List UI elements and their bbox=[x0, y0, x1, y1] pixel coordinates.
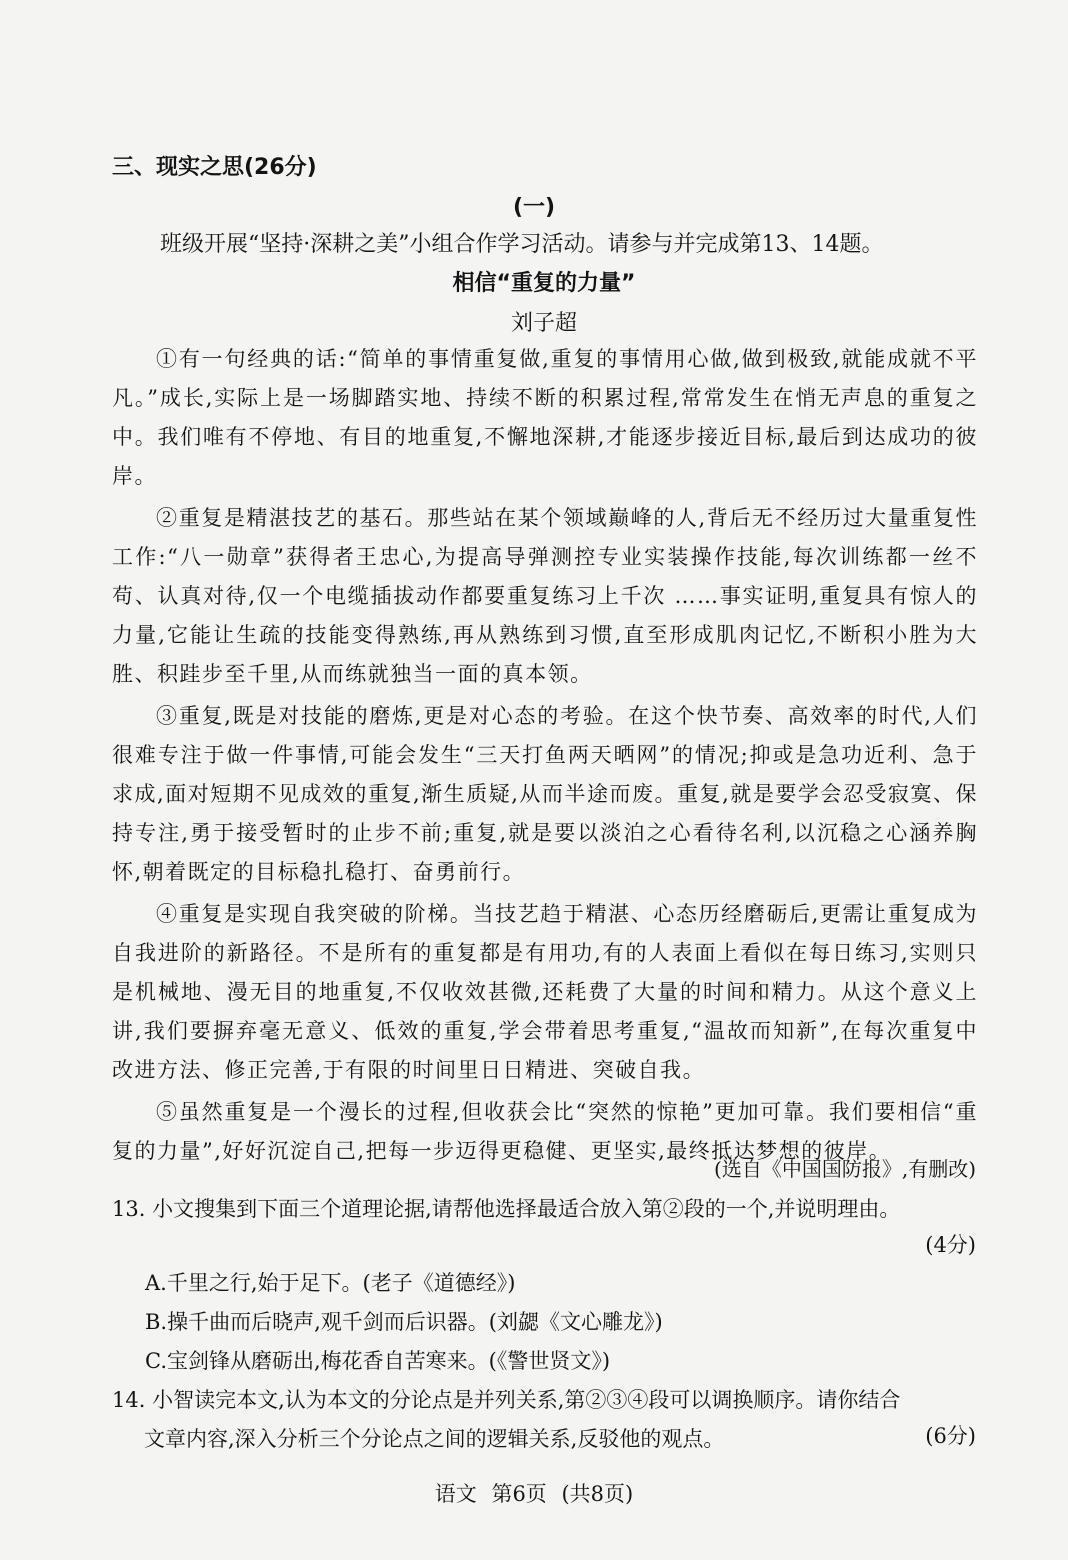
option-b: B.操千曲而后晓声,观千剑而后识器。(刘勰《文心雕龙》) bbox=[145, 1310, 663, 1334]
article-paragraph: ②重复是精湛技艺的基石。那些站在某个领域巅峰的人,背后无不经历过大量重复性工作:“八一勋章”获得者王忠心,为提高导弹测控专业实装操作技能,每次训练都一丝不苟、认真对待,仅一个电缆插拔动作都要重复练习上千次 ……事实证明,重复具有惊人的力量,它能让生疏的技能变得熟练,再从熟练到习惯,直至形成肌肉记忆,不断积小胜为大胜、积跬步至千里,从而练就独当一面的真本领。 bbox=[112, 506, 978, 686]
option-a: A.千里之行,始于足下。(老子《道德经》) bbox=[145, 1271, 516, 1295]
article-source: (选自《中国国防报》,有删改) bbox=[714, 1157, 976, 1181]
page-footer: 语文 第6页 (共8页) bbox=[434, 1482, 634, 1506]
option-c: C.宝剑锋从磨砺出,梅花香自苦寒来。(《警世贤文》) bbox=[145, 1349, 611, 1373]
question-13: 13. 小文搜集到下面三个道理论据,请帮他选择最适合放入第②段的一个,并说明理由。 bbox=[112, 1197, 901, 1221]
article-author: 刘子超 bbox=[510, 311, 577, 336]
question-14-line-1: 14. 小智读完本文,认为本文的分论点是并列关系,第②③④段可以调换顺序。请你结合 bbox=[112, 1388, 901, 1412]
article-paragraph: ③重复,既是对技能的磨炼,更是对心态的考验。在这个快节奏、高效率的时代,人们很难专注于做一件事情,可能会发生“三天打鱼两天晒网”的情况;抑或是急功近利、急于求成,面对短期不见成效的重复,渐生质疑,从而半途而废。重复,就是要学会忍受寂寞、保持专注,勇于接受暂时的止步不前;重复,就是要以淡泊之心看待名利,以沉稳之心涵养胸怀,朝着既定的目标稳扎稳打、奋勇前行。 bbox=[112, 704, 978, 884]
question-14 bbox=[112, 1381, 978, 1459]
activity-intro: 班级开展“坚持·深耕之美”小组合作学习活动。请参与并完成第13、14题。 bbox=[160, 232, 884, 257]
article-paragraph: ④重复是实现自我突破的阶梯。当技艺趋于精湛、心态历经磨砺后,更需让重复成为自我进阶的新路径。不是所有的重复都是有用功,有的人表面上看似在每日练习,实则只是机械地、漫无目的地重复,不仅收效甚微,还耗费了大量的时间和精力。从这个意义上讲,我们要摒弃毫无意义、低效的重复,学会带着思考重复,“温故而知新”,在每次重复中改进方法、修正完善,于有限的时间里日日精进、突破自我。 bbox=[112, 902, 978, 1082]
question-13-score: (4分) bbox=[925, 1233, 976, 1257]
article-body bbox=[112, 340, 978, 1174]
article-paragraph: ①有一句经典的话:“简单的事情重复做,重复的事情用心做,做到极致,就能成就不平凡。”成长,实际上是一场脚踏实地、持续不断的积累过程,常常发生在悄无声息的重复之中。我们唯有不停地、有目的地重复,不懈地深耕,才能逐步接近目标,最后到达成功的彼岸。 bbox=[112, 347, 978, 488]
article-title: 相信“重复的力量” bbox=[452, 271, 636, 296]
article-paragraph: ⑤虽然重复是一个漫长的过程,但收获会比“突然的惊艳”更加可靠。我们要相信“重复的力量”,好好沉淀自己,把每一步迈得更稳健、更坚实,最终抵达梦想的彼岸。 bbox=[112, 1100, 978, 1163]
question-14-score: (6分) bbox=[925, 1424, 976, 1448]
question-14-line-2: 文章内容,深入分析三个分论点之间的逻辑关系,反驳他的观点。 bbox=[144, 1427, 725, 1451]
subsection-number: (一) bbox=[512, 195, 556, 220]
section-heading: 三、现实之思(26分) bbox=[112, 155, 317, 180]
